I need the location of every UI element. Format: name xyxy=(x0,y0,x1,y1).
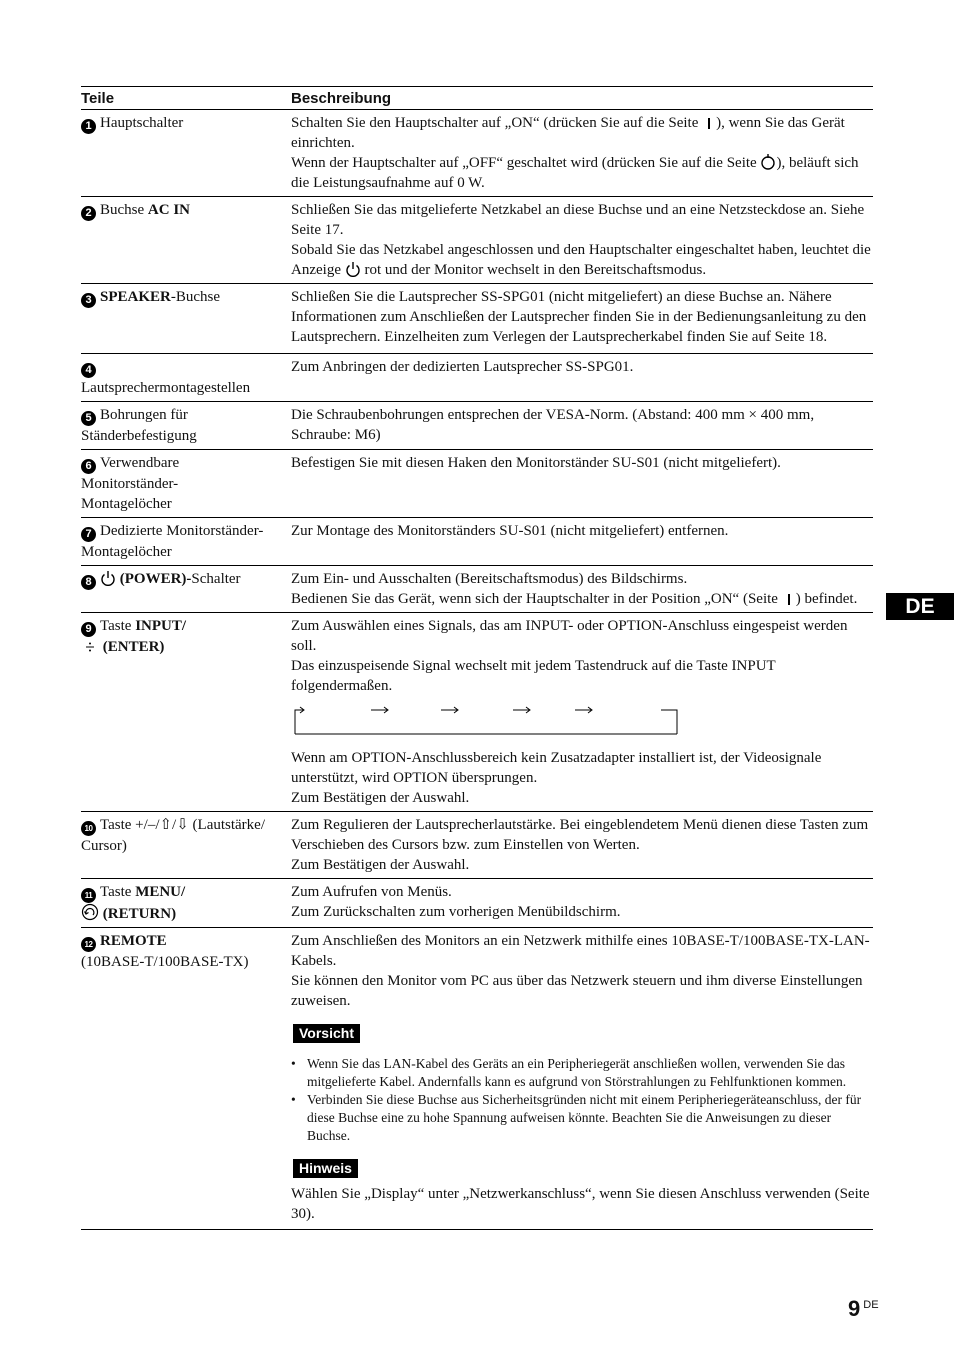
table-row xyxy=(81,110,873,197)
desc-text: Zum Anschließen des Monitors an ein Netzwerk mithilfe eines 10BASE-T/100BASE-TX-LAN-Kabels. xyxy=(291,933,870,969)
number-badge: 1 xyxy=(81,119,96,134)
description-cell: Die Schraubenbohrungen entsprechen der VESA-Norm. (Abstand: 400 mm × 400 mm, Schraube: M6) xyxy=(291,407,815,443)
number-badge: 2 xyxy=(81,206,96,221)
number-badge: 11 xyxy=(81,888,96,903)
description-cell xyxy=(291,113,873,193)
part-name: Dedizierte Monitorständer-Montagelöcher xyxy=(81,523,264,560)
part-name: Hauptschalter xyxy=(100,115,184,131)
part-cell xyxy=(81,113,291,193)
desc-text: Wenn am OPTION-Anschlussbereich kein Zusatzadapter installiert ist, der Videosignale unterstützt, wird OPTION übersprungen. xyxy=(291,750,822,786)
desc-text: Schalten Sie den Hauptschalter auf „ON“ (drücken Sie auf die Seite xyxy=(291,115,703,131)
number-badge: 9 xyxy=(81,622,96,637)
number-badge: 7 xyxy=(81,527,96,542)
part-name-bold: REMOTE xyxy=(100,933,167,949)
enter-icon xyxy=(81,640,99,654)
part-name-bold: (RETURN) xyxy=(102,906,177,922)
description-cell xyxy=(291,200,873,280)
table-row xyxy=(81,518,873,566)
part-cell xyxy=(81,569,291,609)
part-name: -Buchse xyxy=(170,289,221,305)
table-row xyxy=(81,812,873,879)
desc-text: Schließen Sie das mitgelieferte Netzkabel an diese Buchse und an eine Netzsteckdose an. Siehe Seite 17. xyxy=(291,202,865,238)
switch-on-icon xyxy=(702,116,716,130)
description-cell: Befestigen Sie mit diesen Haken den Monitorständer SU-S01 (nicht mitgeliefert). xyxy=(291,455,781,471)
desc-text: Zum Zurückschalten zum vorherigen Menübildschirm. xyxy=(291,904,621,920)
part-name: Taste xyxy=(100,884,136,900)
part-cell xyxy=(81,815,291,875)
part-name-bold: (POWER)- xyxy=(119,571,192,587)
part-name: Bohrungen für Ständerbefestigung xyxy=(81,407,197,444)
power-icon xyxy=(100,570,116,586)
note-text: Wählen Sie „Display“ unter „Netzwerkanschluss“, wenn Sie diesen Anschluss verwenden (Seite 30). xyxy=(291,1186,870,1222)
number-badge: 5 xyxy=(81,411,96,426)
description-cell: Zum Anbringen der dedizierten Lautsprecher SS-SPG01. xyxy=(291,359,634,375)
part-name: Buchse xyxy=(100,202,148,218)
table-row xyxy=(81,284,873,354)
desc-text: Zum Auswählen eines Signals, das am INPUT- oder OPTION-Anschluss eingespeist werden soll. xyxy=(291,618,848,654)
part-cell xyxy=(81,200,291,280)
page-number xyxy=(848,1296,879,1322)
number-badge: 10 xyxy=(81,821,96,836)
part-cell xyxy=(81,405,291,446)
part-cell xyxy=(81,882,291,924)
return-icon xyxy=(81,903,99,921)
desc-text: Bedienen Sie das Gerät, wenn sich der Hauptschalter in der Position „ON“ (Seite xyxy=(291,591,782,607)
input-cycle-diagram xyxy=(291,704,873,742)
description-cell: Zur Montage des Monitorständers SU-S01 (nicht mitgeliefert) entfernen. xyxy=(291,523,729,539)
list-item: • Verbinden Sie diese Buchse aus Sicherheitsgründen nicht mit einem Peripheriegeräteanschluss, der für diese Buchse eine zu hohe Spannung aufweisen könnte. Beachten Sie die Anweisungen zu dieser Buchse. xyxy=(291,1091,873,1145)
desc-text: Sobald Sie das Netzkabel angeschlossen und den Hauptschalter eingeschaltet haben, leuchtet die Anzeige xyxy=(291,242,871,278)
part-name: Taste +/–/⇧/⇩ (Lautstärke/ Cursor) xyxy=(81,817,265,854)
table-row xyxy=(81,197,873,284)
page-number-suffix: DE xyxy=(863,1299,879,1311)
part-cell xyxy=(81,357,291,398)
number-badge: 8 xyxy=(81,575,96,590)
part-name-bold: SPEAKER xyxy=(100,289,171,305)
table-header xyxy=(81,86,873,110)
desc-text: Zum Aufrufen von Menüs. xyxy=(291,884,452,900)
table-row xyxy=(81,613,873,812)
desc-text: Zum Bestätigen der Auswahl. xyxy=(291,857,470,873)
description-cell: Schließen Sie die Lautsprecher SS-SPG01 (nicht mitgeliefert) an diese Buchse an. Nähere Informationen zum Anschließen der Lautsprecher finden Sie in der Bedienungsanleitung zu den Lautsprechern. Einzelheiten zum Verlegen der Lautsprecherkabel finden Sie auf Seite 18. xyxy=(291,289,867,345)
desc-text: Das einzuspeisende Signal wechselt mit jedem Tastendruck auf die Taste INPUT folgendermaßen. xyxy=(291,658,776,694)
desc-text: rot und der Monitor wechselt in den Bereitschaftsmodus. xyxy=(360,262,707,278)
desc-text: ), wenn Sie das Gerät einrichten. xyxy=(291,115,845,151)
header-description: Beschreibung xyxy=(291,89,392,107)
table-row xyxy=(81,928,873,1230)
part-cell xyxy=(81,287,291,350)
caution-label: Vorsicht xyxy=(293,1024,360,1043)
caution-list xyxy=(291,1055,873,1145)
header-parts: Teile xyxy=(81,89,115,107)
desc-text: Sie können den Monitor vom PC aus über das Netzwerk steuern und ihm diverse Einstellungen zuweisen. xyxy=(291,973,863,1009)
desc-text: ), beläuft sich die Leistungsaufnahme auf 0 W. xyxy=(291,155,859,191)
page-number-value: 9 xyxy=(848,1296,861,1321)
part-cell xyxy=(81,616,291,808)
part-name-bold: INPUT/ xyxy=(135,618,187,634)
part-cell xyxy=(81,521,291,562)
switch-off-icon xyxy=(760,154,776,170)
desc-text: Zum Regulieren der Lautsprecherlautstärke. Bei eingeblendetem Menü dienen diese Tasten zum Verschieben des Cursors bzw. zum Einstellen von Werten. xyxy=(291,817,869,853)
power-icon xyxy=(345,261,361,277)
part-name-bold: AC IN xyxy=(147,202,191,218)
input-cycle-arrows xyxy=(291,704,691,742)
table-row xyxy=(81,566,873,613)
desc-text: Zum Bestätigen der Auswahl. xyxy=(291,790,470,806)
description-cell xyxy=(291,815,873,875)
description-cell xyxy=(291,569,873,609)
description-cell xyxy=(291,616,873,808)
part-name-bold: MENU/ xyxy=(135,884,186,900)
language-tab: DE xyxy=(886,593,954,620)
number-badge: 4 xyxy=(81,363,96,378)
table-row xyxy=(81,879,873,928)
number-badge: 6 xyxy=(81,459,96,474)
list-item: • Wenn Sie das LAN-Kabel des Geräts an ein Peripheriegerät anschließen wollen, verwenden Sie das mitgelieferte Kabel. Andernfalls kann es aufgrund von Störstrahlungen zu Fehlfunktionen kommen. xyxy=(291,1055,873,1091)
desc-text: Zum Ein- und Ausschalten (Bereitschaftsmodus) des Bildschirms. xyxy=(291,571,688,587)
description-cell xyxy=(291,882,873,924)
part-name: Verwendbare Monitorständer-Montagelöcher xyxy=(81,455,180,512)
part-name: Schalter xyxy=(191,571,241,587)
part-name-bold: (ENTER) xyxy=(102,639,165,655)
desc-text: ) befindet. xyxy=(795,591,858,607)
description-cell xyxy=(291,931,873,1224)
number-badge: 3 xyxy=(81,293,96,308)
number-badge: 12 xyxy=(81,937,96,952)
desc-text: Wenn der Hauptschalter auf „OFF“ geschaltet wird (drücken Sie auf die Seite xyxy=(291,155,761,171)
note-label: Hinweis xyxy=(293,1159,358,1178)
table-row xyxy=(81,354,873,402)
part-cell xyxy=(81,931,291,1224)
parts-table xyxy=(81,86,873,1230)
part-cell xyxy=(81,453,291,514)
switch-on-icon xyxy=(782,592,796,606)
part-name: Taste xyxy=(100,618,136,634)
table-row xyxy=(81,450,873,518)
table-row xyxy=(81,402,873,450)
part-name: Lautsprechermontagestellen xyxy=(81,380,251,396)
part-name: (10BASE-T/100BASE-TX) xyxy=(81,954,249,970)
